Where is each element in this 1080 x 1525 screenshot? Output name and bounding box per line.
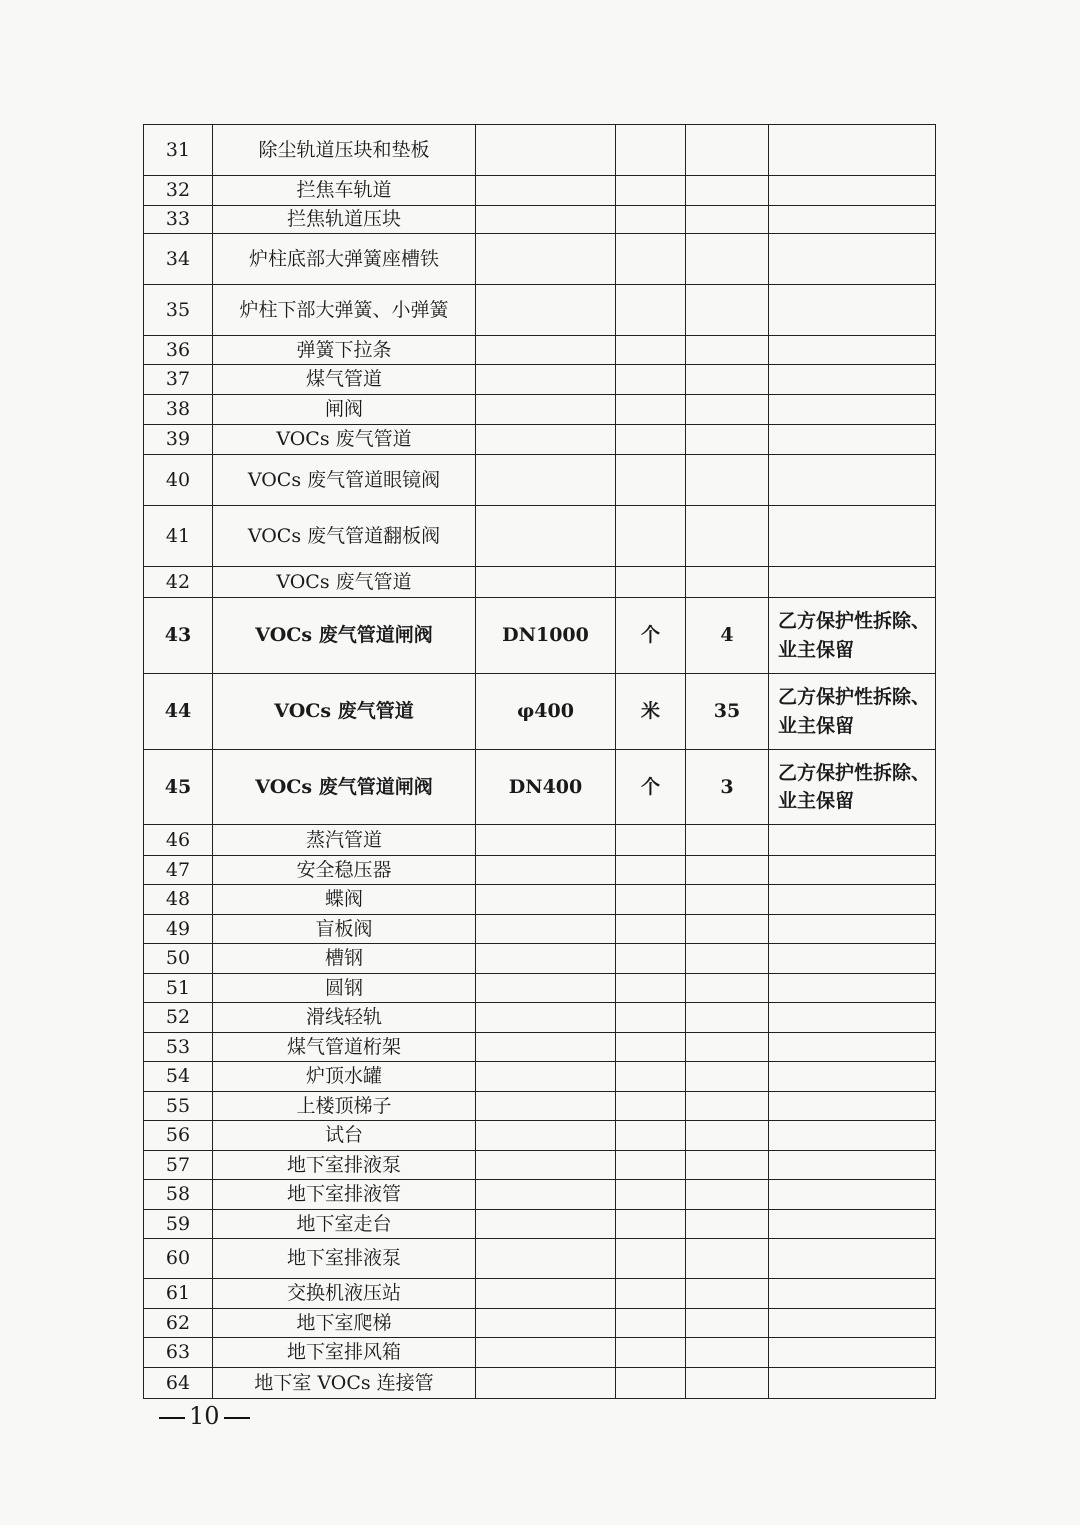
cell-number: 62 (144, 1309, 213, 1338)
cell-number: 41 (144, 506, 213, 567)
cell-quantity (686, 125, 769, 176)
cell-spec (476, 1309, 616, 1338)
cell-unit (616, 1151, 686, 1180)
cell-quantity (686, 974, 769, 1003)
cell-note (769, 506, 936, 567)
table-row (144, 395, 936, 425)
cell-number: 36 (144, 336, 213, 365)
cell-number: 38 (144, 395, 213, 425)
cell-name: 地下室走台 (213, 1210, 476, 1239)
cell-number: 39 (144, 425, 213, 455)
cell-note (769, 1062, 936, 1092)
cell-quantity (686, 1239, 769, 1279)
cell-quantity (686, 1180, 769, 1210)
cell-spec (476, 1033, 616, 1062)
cell-name: VOCs 废气管道闸阀 (213, 750, 476, 825)
cell-number: 51 (144, 974, 213, 1003)
cell-unit (616, 1062, 686, 1092)
cell-number: 44 (144, 674, 213, 750)
cell-quantity (686, 1003, 769, 1033)
cell-name: 炉柱底部大弹簧座槽铁 (213, 234, 476, 285)
cell-name: 上楼顶梯子 (213, 1092, 476, 1121)
cell-unit (616, 455, 686, 506)
dash-right (224, 1417, 250, 1419)
cell-number: 31 (144, 125, 213, 176)
cell-number: 34 (144, 234, 213, 285)
cell-name: 拦焦轨道压块 (213, 206, 476, 234)
table-row (144, 1309, 936, 1338)
cell-name: 炉柱下部大弹簧、小弹簧 (213, 285, 476, 336)
table-row (144, 825, 936, 856)
cell-spec (476, 1121, 616, 1151)
cell-note (769, 1180, 936, 1210)
items-table-wrapper (143, 124, 935, 1399)
cell-spec (476, 285, 616, 336)
table-row (144, 125, 936, 176)
cell-note (769, 176, 936, 206)
cell-quantity (686, 206, 769, 234)
table-row (144, 506, 936, 567)
cell-quantity (686, 885, 769, 915)
cell-note (769, 1033, 936, 1062)
table-row (144, 598, 936, 674)
table-row (144, 1368, 936, 1399)
cell-unit (616, 1210, 686, 1239)
cell-name: 地下室排液泵 (213, 1239, 476, 1279)
cell-quantity: 3 (686, 750, 769, 825)
cell-spec (476, 206, 616, 234)
cell-unit (616, 206, 686, 234)
cell-number: 43 (144, 598, 213, 674)
cell-number: 46 (144, 825, 213, 856)
cell-spec (476, 974, 616, 1003)
cell-note (769, 425, 936, 455)
cell-quantity (686, 455, 769, 506)
cell-name: 煤气管道 (213, 365, 476, 395)
cell-spec (476, 1151, 616, 1180)
cell-spec (476, 336, 616, 365)
cell-unit (616, 1239, 686, 1279)
cell-unit (616, 285, 686, 336)
cell-name: 盲板阀 (213, 915, 476, 944)
cell-note (769, 285, 936, 336)
cell-note (769, 856, 936, 885)
cell-name: 炉顶水罐 (213, 1062, 476, 1092)
table-row (144, 1003, 936, 1033)
cell-quantity (686, 1121, 769, 1151)
cell-number: 35 (144, 285, 213, 336)
cell-quantity (686, 567, 769, 598)
items-table (143, 124, 936, 1399)
cell-unit (616, 825, 686, 856)
table-row (144, 1210, 936, 1239)
cell-number: 61 (144, 1279, 213, 1309)
cell-name: 地下室排液管 (213, 1180, 476, 1210)
cell-spec (476, 1279, 616, 1309)
table-row (144, 1151, 936, 1180)
cell-number: 53 (144, 1033, 213, 1062)
table-row (144, 285, 936, 336)
cell-spec (476, 885, 616, 915)
cell-name: 地下室排风箱 (213, 1338, 476, 1368)
cell-unit: 米 (616, 674, 686, 750)
cell-unit (616, 885, 686, 915)
table-row (144, 176, 936, 206)
cell-unit (616, 1368, 686, 1399)
cell-spec (476, 915, 616, 944)
cell-quantity (686, 1279, 769, 1309)
cell-spec (476, 1180, 616, 1210)
cell-unit (616, 234, 686, 285)
table-row (144, 567, 936, 598)
cell-spec (476, 1368, 616, 1399)
cell-note: 乙方保护性拆除、业主保留 (769, 674, 936, 750)
cell-note (769, 1151, 936, 1180)
cell-number: 32 (144, 176, 213, 206)
cell-number: 49 (144, 915, 213, 944)
cell-number: 50 (144, 944, 213, 974)
cell-unit (616, 365, 686, 395)
cell-name: 安全稳压器 (213, 856, 476, 885)
table-row (144, 1180, 936, 1210)
cell-quantity (686, 1338, 769, 1368)
cell-number: 58 (144, 1180, 213, 1210)
cell-note (769, 1003, 936, 1033)
cell-note: 乙方保护性拆除、业主保留 (769, 598, 936, 674)
cell-quantity (686, 395, 769, 425)
table-row (144, 425, 936, 455)
cell-spec (476, 506, 616, 567)
cell-spec (476, 1092, 616, 1121)
table-row (144, 1062, 936, 1092)
cell-unit (616, 395, 686, 425)
cell-unit (616, 974, 686, 1003)
cell-quantity (686, 1309, 769, 1338)
table-row (144, 750, 936, 825)
table-row (144, 1033, 936, 1062)
cell-name: VOCs 废气管道 (213, 425, 476, 455)
cell-unit: 个 (616, 750, 686, 825)
table-row (144, 885, 936, 915)
cell-quantity (686, 1062, 769, 1092)
cell-number: 63 (144, 1338, 213, 1368)
cell-unit (616, 915, 686, 944)
cell-name: 蒸汽管道 (213, 825, 476, 856)
cell-unit (616, 1338, 686, 1368)
cell-quantity (686, 1210, 769, 1239)
cell-number: 47 (144, 856, 213, 885)
cell-name: 蝶阀 (213, 885, 476, 915)
cell-name: 槽钢 (213, 944, 476, 974)
cell-spec (476, 944, 616, 974)
cell-spec (476, 365, 616, 395)
cell-spec: DN400 (476, 750, 616, 825)
cell-name: 试台 (213, 1121, 476, 1151)
page-number (155, 1402, 254, 1430)
cell-note (769, 825, 936, 856)
cell-note (769, 1279, 936, 1309)
cell-name: 闸阀 (213, 395, 476, 425)
cell-note (769, 1368, 936, 1399)
cell-number: 54 (144, 1062, 213, 1092)
cell-name: 交换机液压站 (213, 1279, 476, 1309)
cell-unit (616, 567, 686, 598)
cell-note (769, 974, 936, 1003)
cell-note (769, 234, 936, 285)
cell-quantity (686, 176, 769, 206)
cell-spec (476, 567, 616, 598)
cell-spec (476, 176, 616, 206)
table-row (144, 1338, 936, 1368)
cell-quantity (686, 944, 769, 974)
cell-note (769, 1239, 936, 1279)
cell-unit (616, 1003, 686, 1033)
cell-unit (616, 944, 686, 974)
cell-note: 乙方保护性拆除、业主保留 (769, 750, 936, 825)
cell-note (769, 915, 936, 944)
cell-note (769, 1338, 936, 1368)
cell-quantity (686, 336, 769, 365)
cell-number: 59 (144, 1210, 213, 1239)
cell-name: 滑线轻轨 (213, 1003, 476, 1033)
cell-number: 33 (144, 206, 213, 234)
cell-note (769, 1309, 936, 1338)
cell-name: 地下室 VOCs 连接管 (213, 1368, 476, 1399)
cell-unit (616, 125, 686, 176)
cell-unit (616, 1121, 686, 1151)
cell-unit (616, 425, 686, 455)
table-row (144, 336, 936, 365)
table-row (144, 365, 936, 395)
cell-unit (616, 1279, 686, 1309)
table-row (144, 974, 936, 1003)
table-row (144, 1092, 936, 1121)
table-row (144, 455, 936, 506)
cell-number: 60 (144, 1239, 213, 1279)
cell-quantity (686, 506, 769, 567)
dash-left (159, 1417, 185, 1419)
cell-name: 煤气管道桁架 (213, 1033, 476, 1062)
cell-note (769, 1092, 936, 1121)
table-row (144, 915, 936, 944)
cell-name: VOCs 废气管道眼镜阀 (213, 455, 476, 506)
cell-note (769, 125, 936, 176)
cell-name: 拦焦车轨道 (213, 176, 476, 206)
cell-spec (476, 1210, 616, 1239)
cell-quantity: 4 (686, 598, 769, 674)
cell-quantity (686, 1368, 769, 1399)
table-row (144, 944, 936, 974)
table-row (144, 674, 936, 750)
cell-name: 地下室爬梯 (213, 1309, 476, 1338)
cell-note (769, 395, 936, 425)
cell-name: VOCs 废气管道闸阀 (213, 598, 476, 674)
table-row (144, 856, 936, 885)
cell-number: 45 (144, 750, 213, 825)
cell-quantity (686, 856, 769, 885)
cell-number: 55 (144, 1092, 213, 1121)
table-row (144, 234, 936, 285)
cell-quantity (686, 234, 769, 285)
table-row (144, 1121, 936, 1151)
cell-quantity: 35 (686, 674, 769, 750)
cell-quantity (686, 915, 769, 944)
table-row (144, 206, 936, 234)
cell-unit (616, 856, 686, 885)
cell-name: VOCs 废气管道翻板阀 (213, 506, 476, 567)
cell-note (769, 336, 936, 365)
cell-number: 56 (144, 1121, 213, 1151)
cell-quantity (686, 365, 769, 395)
cell-note (769, 206, 936, 234)
cell-spec: φ400 (476, 674, 616, 750)
cell-note (769, 1210, 936, 1239)
items-table-body (144, 125, 936, 1399)
cell-spec (476, 856, 616, 885)
cell-spec (476, 395, 616, 425)
cell-quantity (686, 285, 769, 336)
cell-number: 48 (144, 885, 213, 915)
cell-unit (616, 176, 686, 206)
cell-number: 52 (144, 1003, 213, 1033)
cell-spec (476, 455, 616, 506)
cell-quantity (686, 425, 769, 455)
cell-spec (476, 825, 616, 856)
cell-name: 弹簧下拉条 (213, 336, 476, 365)
cell-unit (616, 506, 686, 567)
cell-unit (616, 1033, 686, 1062)
cell-quantity (686, 1151, 769, 1180)
cell-spec (476, 234, 616, 285)
cell-note (769, 567, 936, 598)
cell-spec (476, 1003, 616, 1033)
table-row (144, 1239, 936, 1279)
cell-spec (476, 125, 616, 176)
cell-name: 地下室排液泵 (213, 1151, 476, 1180)
cell-unit (616, 1092, 686, 1121)
cell-number: 37 (144, 365, 213, 395)
cell-unit: 个 (616, 598, 686, 674)
cell-name: 除尘轨道压块和垫板 (213, 125, 476, 176)
cell-spec (476, 1062, 616, 1092)
cell-note (769, 944, 936, 974)
cell-unit (616, 1180, 686, 1210)
table-row (144, 1279, 936, 1309)
cell-unit (616, 336, 686, 365)
cell-name: 圆钢 (213, 974, 476, 1003)
cell-quantity (686, 1033, 769, 1062)
cell-unit (616, 1309, 686, 1338)
cell-note (769, 365, 936, 395)
cell-spec: DN1000 (476, 598, 616, 674)
cell-number: 57 (144, 1151, 213, 1180)
cell-number: 42 (144, 567, 213, 598)
cell-spec (476, 1338, 616, 1368)
cell-name: VOCs 废气管道 (213, 567, 476, 598)
cell-number: 64 (144, 1368, 213, 1399)
cell-name: VOCs 废气管道 (213, 674, 476, 750)
cell-note (769, 455, 936, 506)
cell-note (769, 885, 936, 915)
cell-number: 40 (144, 455, 213, 506)
page-number-value: 10 (189, 1402, 220, 1430)
cell-spec (476, 425, 616, 455)
cell-note (769, 1121, 936, 1151)
cell-quantity (686, 1092, 769, 1121)
cell-spec (476, 1239, 616, 1279)
cell-quantity (686, 825, 769, 856)
